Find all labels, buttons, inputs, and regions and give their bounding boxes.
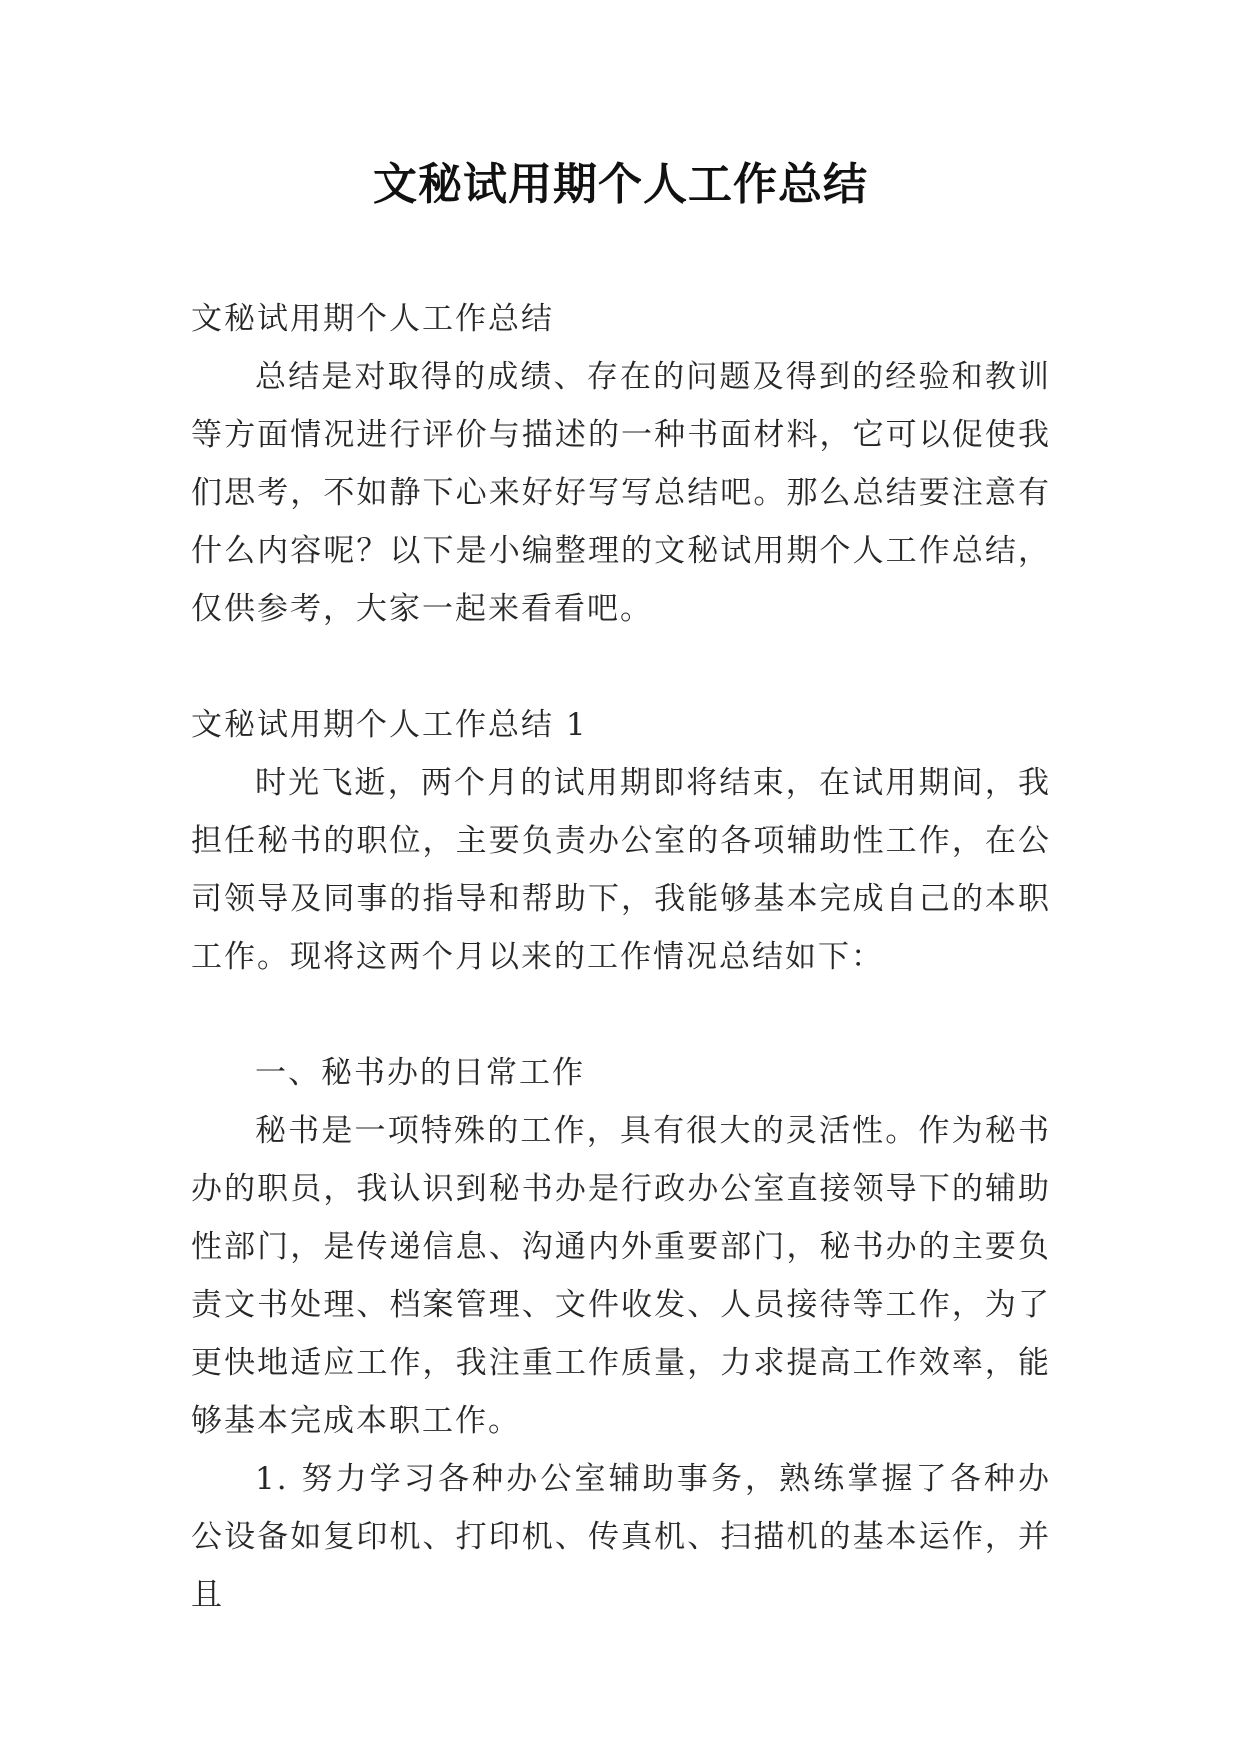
body-paragraph: 时光飞逝，两个月的试用期即将结束，在试用期间，我担任秘书的职位，主要负责办公室的各项辅助性工作，在公司领导及同事的指导和帮助下，我能够基本完成自己的本职工作。现将这两个月以来的工作情况总结如下： [191, 765, 1051, 975]
section-heading: 文秘试用期个人工作总结 1 [191, 707, 588, 743]
list-item-paragraph: 1. 努力学习各种办公室辅助事务，熟练掌握了各种办公设备如复印机、打印机、传真机、扫描机的基本运作，并且 [191, 1461, 1051, 1613]
subtitle-paragraph: 文秘试用期个人工作总结 [191, 301, 554, 337]
document-title: 文秘试用期个人工作总结 [373, 159, 868, 210]
subsection-heading: 一、秘书办的日常工作 [255, 1055, 585, 1091]
document-body [191, 290, 1051, 1624]
body-paragraph: 秘书是一项特殊的工作，具有很大的灵活性。作为秘书办的职员，我认识到秘书办是行政办公室直接领导下的辅助性部门，是传递信息、沟通内外重要部门，秘书办的主要负责文书处理、档案管理、文件收发、人员接待等工作，为了更快地适应工作，我注重工作质量，力求提高工作效率，能够基本完成本职工作。 [191, 1113, 1051, 1439]
intro-paragraph: 总结是对取得的成绩、存在的问题及得到的经验和教训等方面情况进行评价与描述的一种书面材料，它可以促使我们思考，不如静下心来好好写写总结吧。那么总结要注意有什么内容呢？以下是小编整理的文秘试用期个人工作总结，仅供参考，大家一起来看看吧。 [191, 359, 1051, 627]
